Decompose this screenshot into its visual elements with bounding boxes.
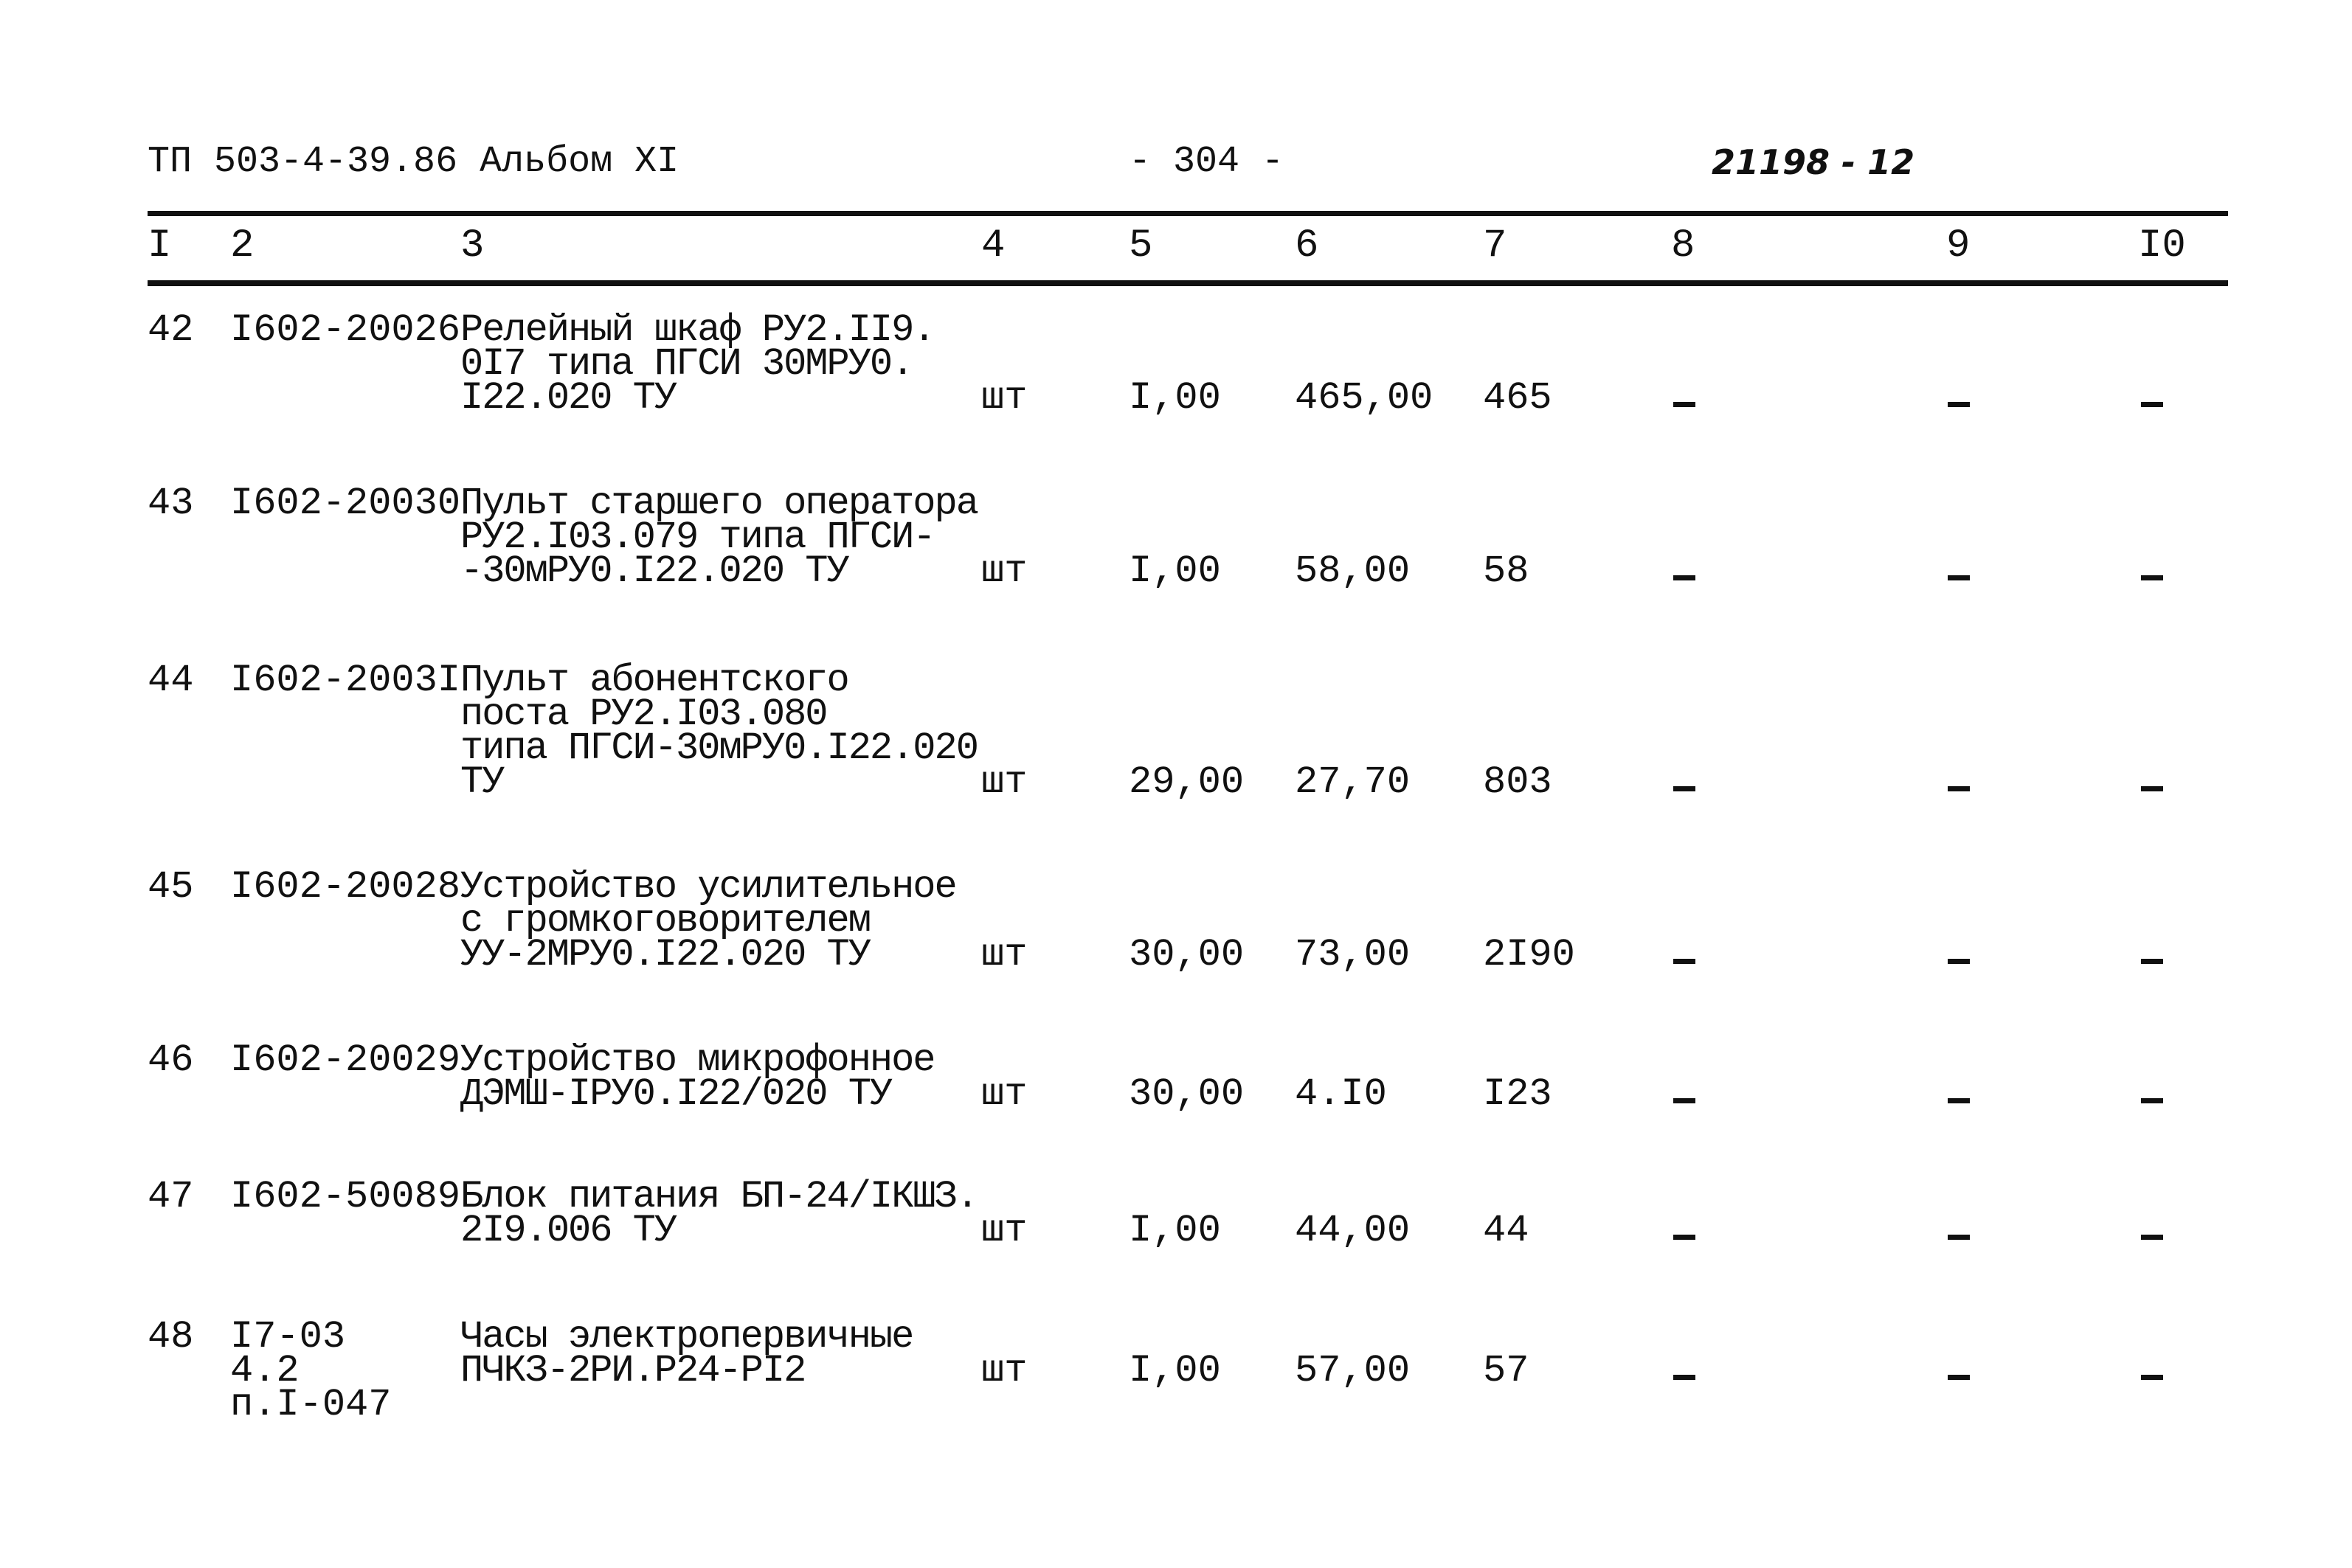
column-header-2: 2 <box>230 223 255 268</box>
item-description-line: Релейный шкаф РУ2.II9. <box>460 308 935 352</box>
column-header-8: 8 <box>1671 223 1695 268</box>
empty-dash-c8 <box>1673 959 1695 964</box>
item-code: I602-50089 <box>230 1175 461 1218</box>
quantity: 30,00 <box>1129 1072 1245 1116</box>
quantity: I,00 <box>1129 1209 1221 1252</box>
empty-dash-c9 <box>1948 1375 1970 1380</box>
column-header-7: 7 <box>1483 223 1507 268</box>
empty-dash-c9 <box>1948 786 1970 791</box>
total-cost: 44 <box>1483 1209 1529 1252</box>
total-cost: 2I90 <box>1483 933 1575 976</box>
item-description-line: Часы электропервичные <box>460 1315 913 1359</box>
column-header-1: I <box>148 223 172 268</box>
empty-dash-c10 <box>2141 1098 2163 1103</box>
unit: шт <box>981 549 1028 593</box>
total-cost: 57 <box>1483 1349 1529 1392</box>
column-header-9: 9 <box>1946 223 1971 268</box>
item-description-line: Пульт старшего оператора <box>460 482 978 525</box>
item-description-line: ПЧКЗ-2РИ.Р24-РI2 <box>460 1349 806 1392</box>
item-description-line: РУ2.I03.079 типа ПГСИ- <box>460 516 935 559</box>
item-description-line: ДЭМШ-IРУ0.I22/020 ТУ <box>460 1072 892 1116</box>
item-description-line: поста РУ2.I03.080 <box>460 693 827 736</box>
quantity: I,00 <box>1129 549 1221 593</box>
row-number: 48 <box>148 1315 194 1359</box>
empty-dash-c9 <box>1948 1235 1970 1240</box>
total-cost: 803 <box>1483 760 1552 804</box>
empty-dash-c10 <box>2141 959 2163 964</box>
item-description-line: -30мРУ0.I22.020 ТУ <box>460 549 848 593</box>
item-code: I602-20029 <box>230 1038 461 1082</box>
empty-dash-c9 <box>1948 402 1970 407</box>
empty-dash-c8 <box>1673 575 1695 580</box>
column-header-10: I0 <box>2138 223 2186 268</box>
item-description-line: типа ПГСИ-30мРУ0.I22.020 <box>460 726 978 770</box>
empty-dash-c10 <box>2141 786 2163 791</box>
item-description-line: I22.020 ТУ <box>460 376 677 420</box>
empty-dash-c8 <box>1673 1235 1695 1240</box>
empty-dash-c8 <box>1673 402 1695 407</box>
unit-price: 465,00 <box>1295 376 1433 420</box>
empty-dash-c8 <box>1673 1098 1695 1103</box>
empty-dash-c10 <box>2141 1375 2163 1380</box>
empty-dash-c9 <box>1948 959 1970 964</box>
quantity: 30,00 <box>1129 933 1245 976</box>
empty-dash-c10 <box>2141 1235 2163 1240</box>
row-number: 45 <box>148 865 194 909</box>
row-number: 42 <box>148 308 194 352</box>
unit: шт <box>981 760 1028 804</box>
item-description-line: Пульт абонентского <box>460 659 848 702</box>
total-cost: 58 <box>1483 549 1529 593</box>
column-header-3: 3 <box>460 223 485 268</box>
unit-price: 58,00 <box>1295 549 1411 593</box>
handwritten-stamp: 21198 - 12 <box>1712 142 1915 182</box>
item-description-line: с громкоговорителем <box>460 899 870 943</box>
quantity: I,00 <box>1129 376 1221 420</box>
header-bottom-rule <box>148 280 2228 286</box>
unit-price: 4.I0 <box>1295 1072 1387 1116</box>
item-description-line: Блок питания БП-24/IКШЗ. <box>460 1175 978 1218</box>
total-cost: 465 <box>1483 376 1552 420</box>
column-header-4: 4 <box>981 223 1006 268</box>
item-code: I602-20026 <box>230 308 461 352</box>
page-number: - 304 - <box>1129 141 1284 183</box>
document-reference: ТП 503-4-39.86 Альбом XI <box>148 141 679 183</box>
unit-price: 44,00 <box>1295 1209 1411 1252</box>
row-number: 43 <box>148 482 194 525</box>
item-description-line: Устройство микрофонное <box>460 1038 935 1082</box>
item-description-line: ТУ <box>460 760 504 804</box>
item-description-line: 2I9.006 ТУ <box>460 1209 677 1252</box>
unit: шт <box>981 1072 1028 1116</box>
item-code: I602-20030 <box>230 482 461 525</box>
header-top-rule <box>148 211 2228 216</box>
unit: шт <box>981 1349 1028 1392</box>
quantity: 29,00 <box>1129 760 1245 804</box>
empty-dash-c8 <box>1673 1375 1695 1380</box>
column-header-5: 5 <box>1129 223 1153 268</box>
item-code: I602-20028 <box>230 865 461 909</box>
item-code: I7-03 4.2 п.I-047 <box>230 1315 392 1426</box>
unit-price: 27,70 <box>1295 760 1411 804</box>
quantity: I,00 <box>1129 1349 1221 1392</box>
empty-dash-c9 <box>1948 575 1970 580</box>
empty-dash-c10 <box>2141 402 2163 407</box>
item-description-line: УУ-2МРУ0.I22.020 ТУ <box>460 933 870 976</box>
unit-price: 57,00 <box>1295 1349 1411 1392</box>
empty-dash-c8 <box>1673 786 1695 791</box>
unit-price: 73,00 <box>1295 933 1411 976</box>
item-description-line: 0I7 типа ПГСИ 30МРУ0. <box>460 342 913 386</box>
empty-dash-c9 <box>1948 1098 1970 1103</box>
total-cost: I23 <box>1483 1072 1552 1116</box>
unit: шт <box>981 933 1028 976</box>
item-description-line: Устройство усилительное <box>460 865 956 909</box>
unit: шт <box>981 1209 1028 1252</box>
column-header-6: 6 <box>1295 223 1319 268</box>
unit: шт <box>981 376 1028 420</box>
row-number: 47 <box>148 1175 194 1218</box>
item-code: I602-2003I <box>230 659 461 702</box>
empty-dash-c10 <box>2141 575 2163 580</box>
row-number: 44 <box>148 659 194 702</box>
row-number: 46 <box>148 1038 194 1082</box>
